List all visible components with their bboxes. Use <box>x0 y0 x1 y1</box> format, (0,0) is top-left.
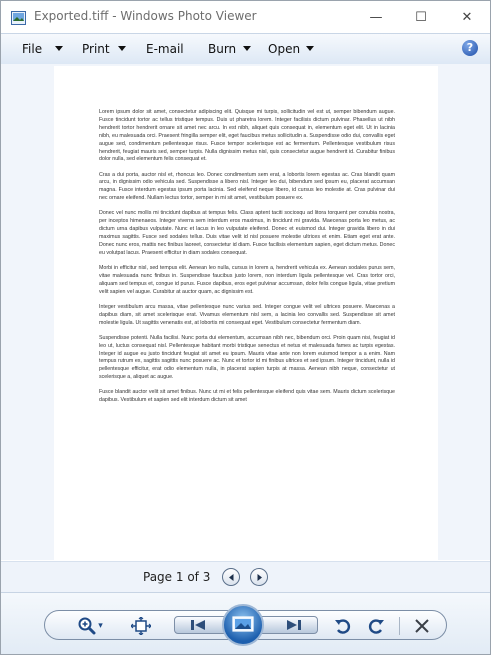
document-paragraph: Donec vel nunc mollis mi tincidunt dapibus at tempus felis. Class aptent taciti sociosqu ad litora torquent per conubia nostra, per inceptos himenaeos. Integer viverra sem interdum eros maximus, in tincidunt mi gravida. Maecenas porta leo metus, ac dictum urna dapibus vulputate. Nunc et lacus in leo vulputate eleifend. Donec et euismod dui. Integer gravida libero in dui maximus sagittis. Fusce sed sodales tellus. Duis vitae velit id nisl posuere molestie ultrices et enim. Etiam eget erat ante. Donec nunc eros, mattis nec finibus laoreet, consectetur id diam. Fusce facilisis elementum sapien, eget dictum metus. Donec eu volutpat lacus. Praesent efficitur in diam sodales consequat. <box>99 210 395 256</box>
zoom-magnifier-icon <box>77 617 97 635</box>
minimize-button[interactable] <box>353 1 399 33</box>
actual-size-icon <box>131 617 151 635</box>
document-paragraph: Morbi in efficitur nisl, sed tempus elit. Aenean leo nulla, cursus in lorem a, hendrerit vehicula ex. Aenean sodales purus sem, vitae malesuada nunc finibus in. Suspendisse faucibus justo lorem, non interdum ligula pellentesque vel. Cras tortor orci, aliquam sed tempus et, congue id purus. Fusce dapibus, eros eget pulvinar accumsan, dolor felis congue ligula, vitae pretium velit sapien vel augue. Curabitur at auctor quam, ac dignissim est. <box>99 264 395 295</box>
close-button[interactable] <box>444 1 490 33</box>
document-paragraph: Fusce blandit auctor velit sit amet finibus. Nunc ut mi et felis pellentesque eleifend quis vitae sem. Mauris dictum scelerisque dapibus. Vestibulum et sapien sed elit interdum dictum sit amet <box>99 389 395 404</box>
menu-burn[interactable]: Burn <box>208 42 237 56</box>
previous-page-button[interactable] <box>222 568 240 586</box>
chevron-down-icon[interactable] <box>55 46 63 51</box>
close-icon: ✕ <box>461 9 473 25</box>
menu-open[interactable]: Open <box>268 42 301 56</box>
window-title: Exported.tiff - Windows Photo Viewer <box>34 9 257 23</box>
toolbar-divider <box>399 617 400 635</box>
zoom-caret-icon: ▾ <box>98 621 103 631</box>
previous-arrow-icon <box>227 573 236 582</box>
help-icon[interactable]: ? <box>462 40 478 56</box>
menu-bar <box>1 33 490 65</box>
document-paragraph: Integer vestibulum arcu massa, vitae pellentesque nunc varius sed. Integer congue velit vel ultrices posuere. Maecenas a dapibus diam, sit amet scelerisque erat. Vivamus elementum nisl sem, a lacinia leo convallis sed. Suspendisse sit amet molestie ligula. Ut sagittis venenatis est, at lobortis mi consequat eget. Vestibulum consectetur fermentum diam. <box>99 303 395 326</box>
next-page-button[interactable] <box>250 568 268 586</box>
title-bar <box>1 1 490 33</box>
page-indicator: Page 1 of 3 <box>143 570 211 584</box>
menu-email[interactable]: E-mail <box>146 42 184 56</box>
next-arrow-icon <box>255 573 264 582</box>
page-navigation-bar <box>1 561 490 592</box>
image-viewer-area <box>1 64 490 560</box>
maximize-icon: ☐ <box>415 9 427 25</box>
bottom-toolbar <box>1 592 490 655</box>
rotate-left-icon <box>334 617 352 635</box>
skip-previous-icon <box>190 619 206 631</box>
document-page <box>54 66 438 560</box>
rotate-counterclockwise-button[interactable] <box>332 615 354 637</box>
photo-viewer-app-icon <box>11 10 26 24</box>
delete-x-icon <box>414 618 430 634</box>
menu-file[interactable]: File <box>22 42 43 56</box>
document-text <box>99 109 395 412</box>
chevron-down-icon[interactable] <box>306 46 314 51</box>
menu-print[interactable]: Print <box>82 42 110 56</box>
next-image-button[interactable] <box>282 617 306 633</box>
minimize-icon: — <box>369 9 383 25</box>
previous-image-button[interactable] <box>186 617 210 633</box>
document-paragraph: Cras a dui porta, auctor nisl et, rhoncus leo. Donec condimentum sem erat, a lobortis lorem egestas ac. Cras blandit quam arcu, in dignissim odio vehicula sed. Suspendisse a libero nisl. Integer leo dui, bibendum sed ipsum eu, placerat accumsan magna. Fusce interdum egestas ipsum porta lacinia. Sed eleifend neque libero, id cursus leo molestie at. Cras pulvinar dui nec ornare eleifend. Nullam lectus tortor, semper in mi sit amet, vestibulum posuere ex. <box>99 171 395 202</box>
document-paragraph: Lorem ipsum dolor sit amet, consectetur adipiscing elit. Quisque mi turpis, sollicitudin vel est ut, semper bibendum augue. Fusce tincidunt tortor ac tellus tristique tempus. Duis ut pharetra lorem. Integer facilisis dictum pulvinar. Phasellus ut nibh hendrerit tortor hendrerit ornare sit amet nec arcu. In est nibh, aliquet quis consequat in, elementum eget elit. Ut in lacinia nibh, eu malesuada orci. Praesent fringilla semper elit, eget faucibus metus sollicitudin a. Suspendisse odio dui, convallis eget augue sed, condimentum pellentesque risus. Fusce tempor scelerisque est ac fermentum. Pellentesque vestibulum risus hendrerit, feugiat mauris sed, semper turpis. Nulla dignissim metus nisl, quis consectetur augue hendrerit id. Curabitur finibus dolor nulla, sed elementum felis consequat et. <box>99 109 395 163</box>
document-paragraph: Suspendisse potenti. Nulla facilisi. Nunc porta dui elementum, accumsan nibh nec, bibendum orci. Proin quam nisi, feugiat id leo ut, luctus consequat nisl. Pellentesque habitant morbi tristique senectus et netus et malesuada fames ac turpis egestas. Integer id augue eu justo tincidunt feugiat sit amet eu ipsum. Mauris vitae ante non lorem euismod tempor a a enim. Nam tempus rutrum ex, sagittis sagittis nunc posuere ac. Nunc et tortor id mi finibus ultrices et sed ipsum. Integer tincidunt, nulla id pellentesque efficitur, erat odio elementum nulla, in placerat sapien turpis at massa. Aenean nibh neque, consectetur ut scelerisque a, aliquet ac augue. <box>99 334 395 381</box>
play-slideshow-button[interactable] <box>222 604 264 646</box>
skip-next-icon <box>286 619 302 631</box>
slideshow-icon <box>232 616 254 634</box>
maximize-button[interactable] <box>398 1 444 33</box>
chevron-down-icon[interactable] <box>118 46 126 51</box>
actual-size-button[interactable] <box>129 616 153 636</box>
chevron-down-icon[interactable] <box>243 46 251 51</box>
zoom-button[interactable] <box>73 616 107 636</box>
delete-button[interactable] <box>410 615 434 637</box>
rotate-right-icon <box>367 617 385 635</box>
rotate-clockwise-button[interactable] <box>365 615 387 637</box>
